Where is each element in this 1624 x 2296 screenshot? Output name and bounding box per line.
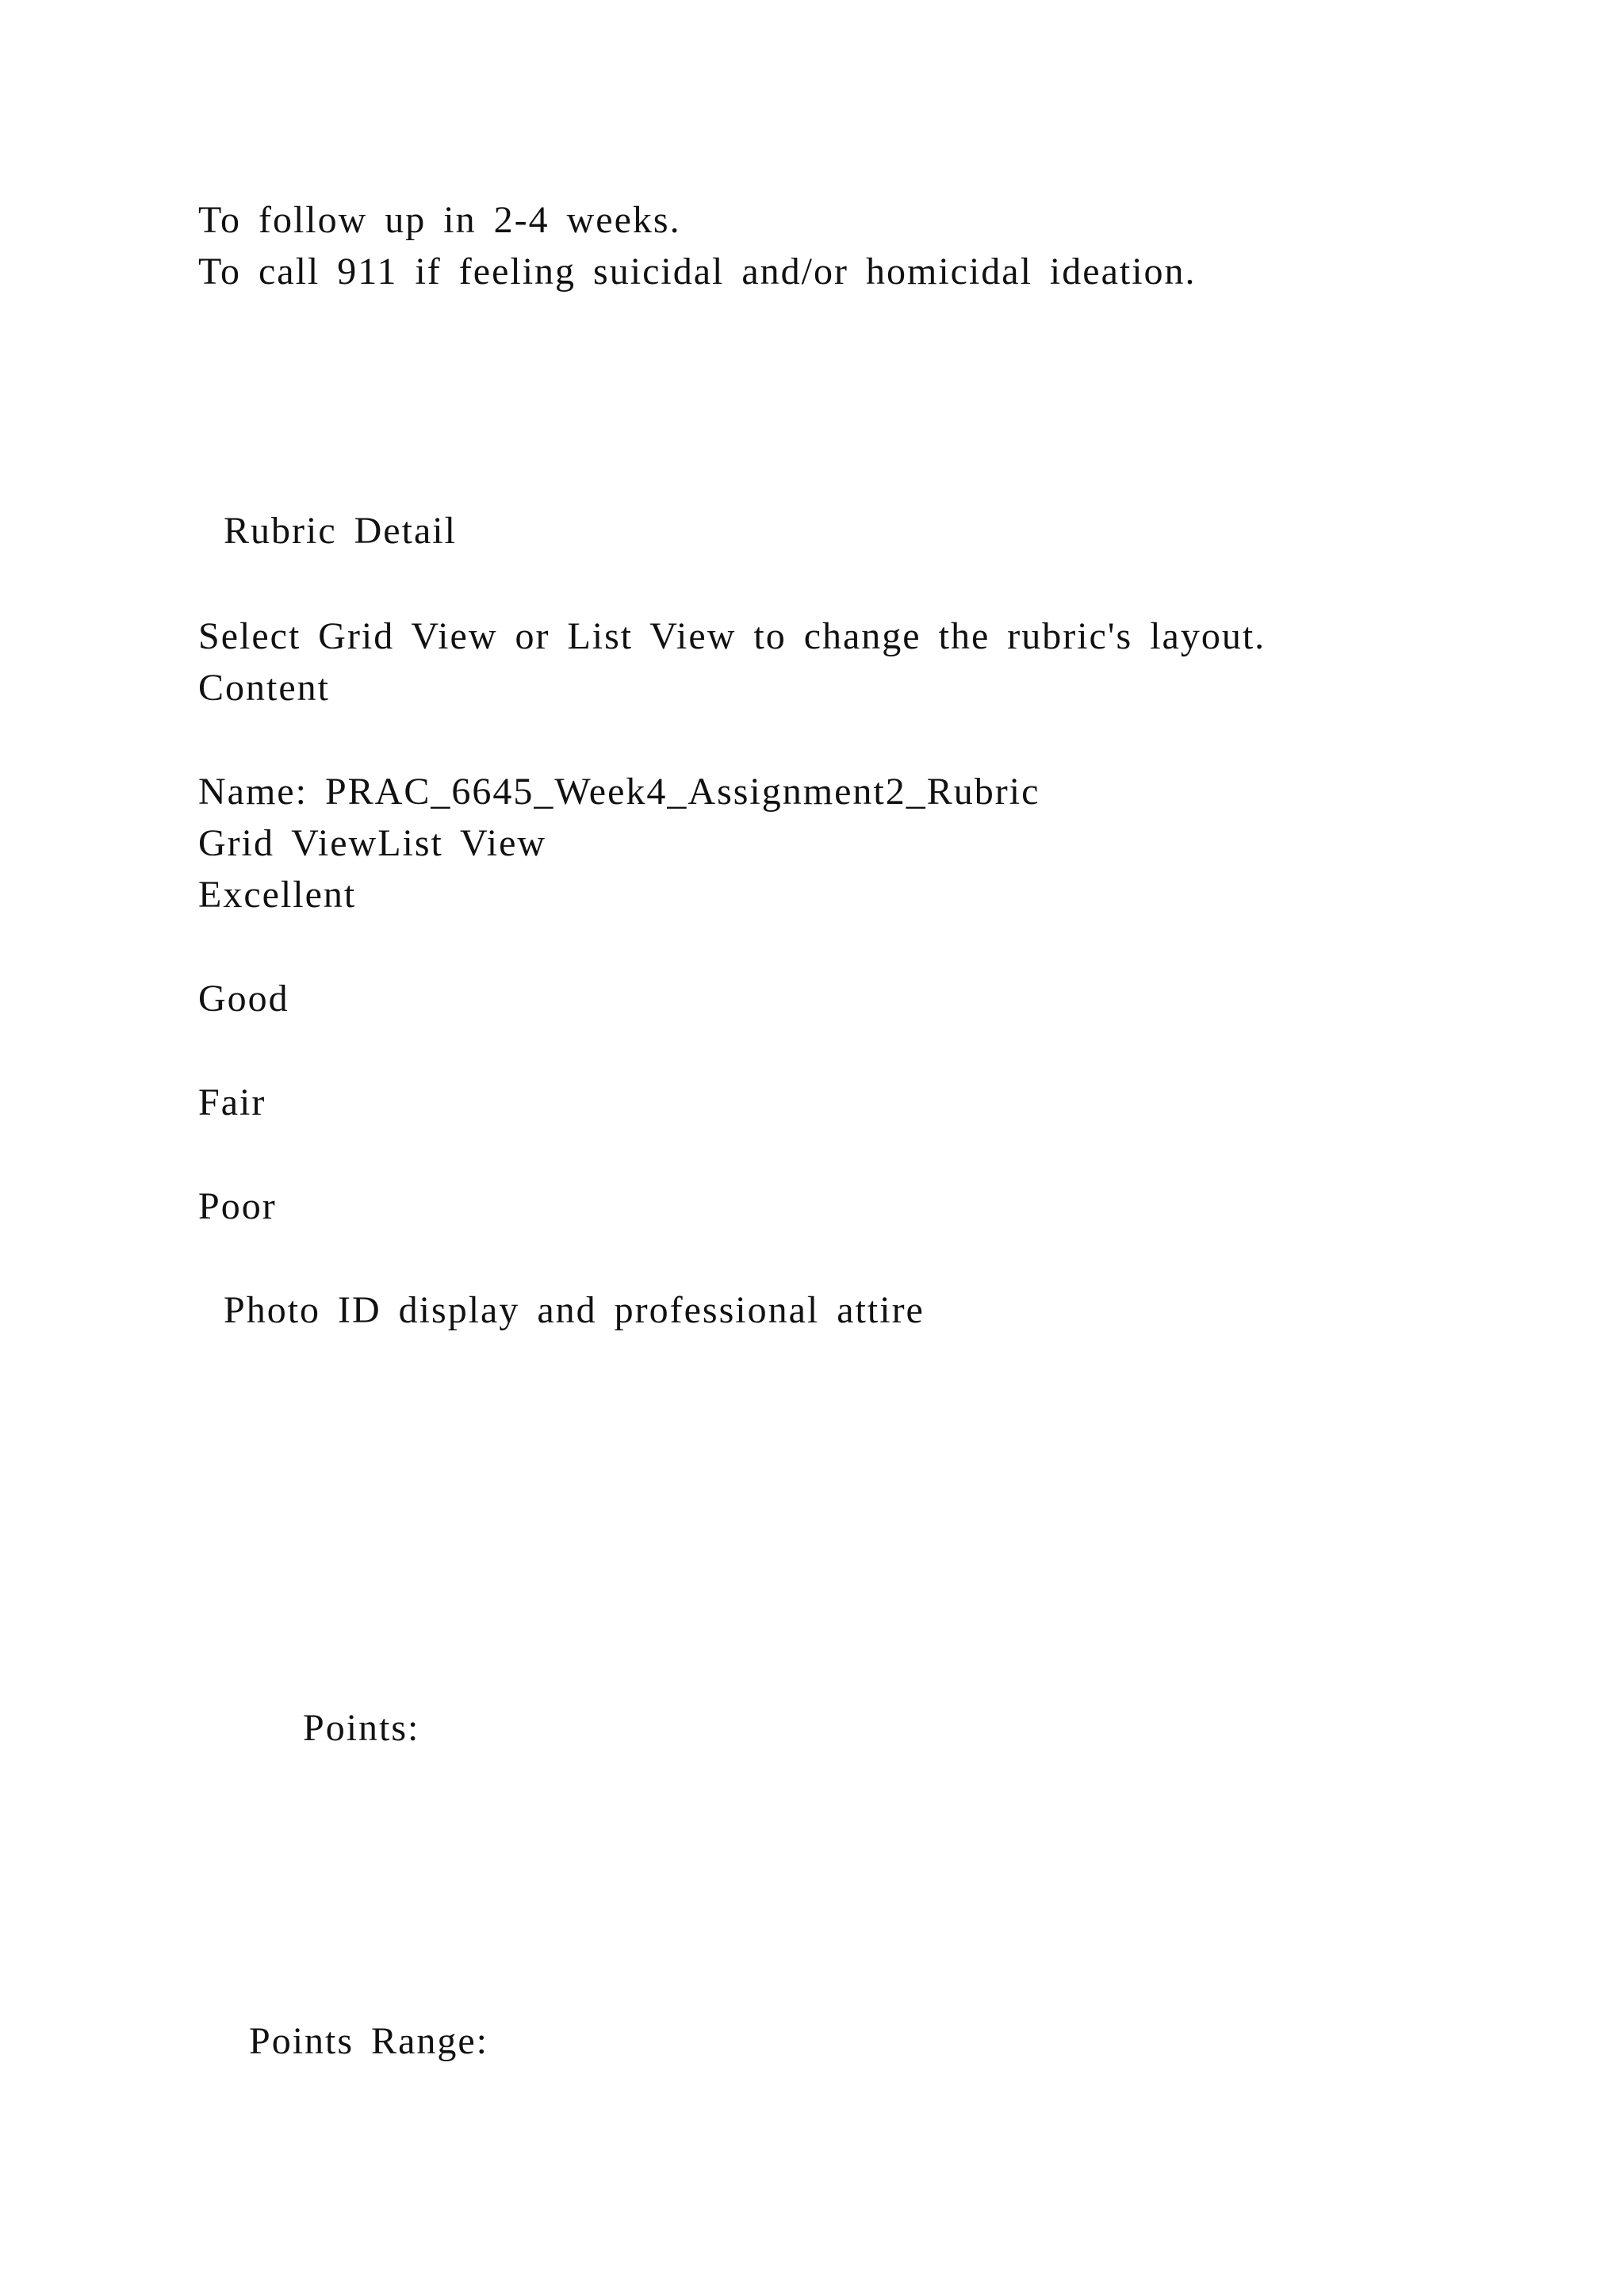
level-good: Good	[198, 978, 289, 1020]
rubric-name: Name: PRAC_6645_Week4_Assignment2_Rubric	[198, 771, 1040, 813]
followup-instruction: To follow up in 2-4 weeks.	[198, 199, 681, 241]
level-fair: Fair	[198, 1081, 266, 1123]
level-poor: Poor	[198, 1185, 277, 1227]
points-range-label: Points Range:	[249, 2020, 489, 2062]
rubric-detail-heading: Rubric Detail	[224, 510, 457, 552]
level-excellent: Excellent	[198, 874, 357, 916]
layout-instructions: Select Grid View or List View to change the rubric's layout.	[198, 615, 1266, 657]
criterion-label: Photo ID display and professional attire	[224, 1289, 925, 1331]
emergency-instruction: To call 911 if feeling suicidal and/or homicidal ideation.	[198, 251, 1197, 293]
content-label: Content	[198, 667, 330, 709]
points-label: Points:	[303, 1707, 420, 1749]
view-toggle-links[interactable]: Grid ViewList View	[198, 822, 547, 864]
